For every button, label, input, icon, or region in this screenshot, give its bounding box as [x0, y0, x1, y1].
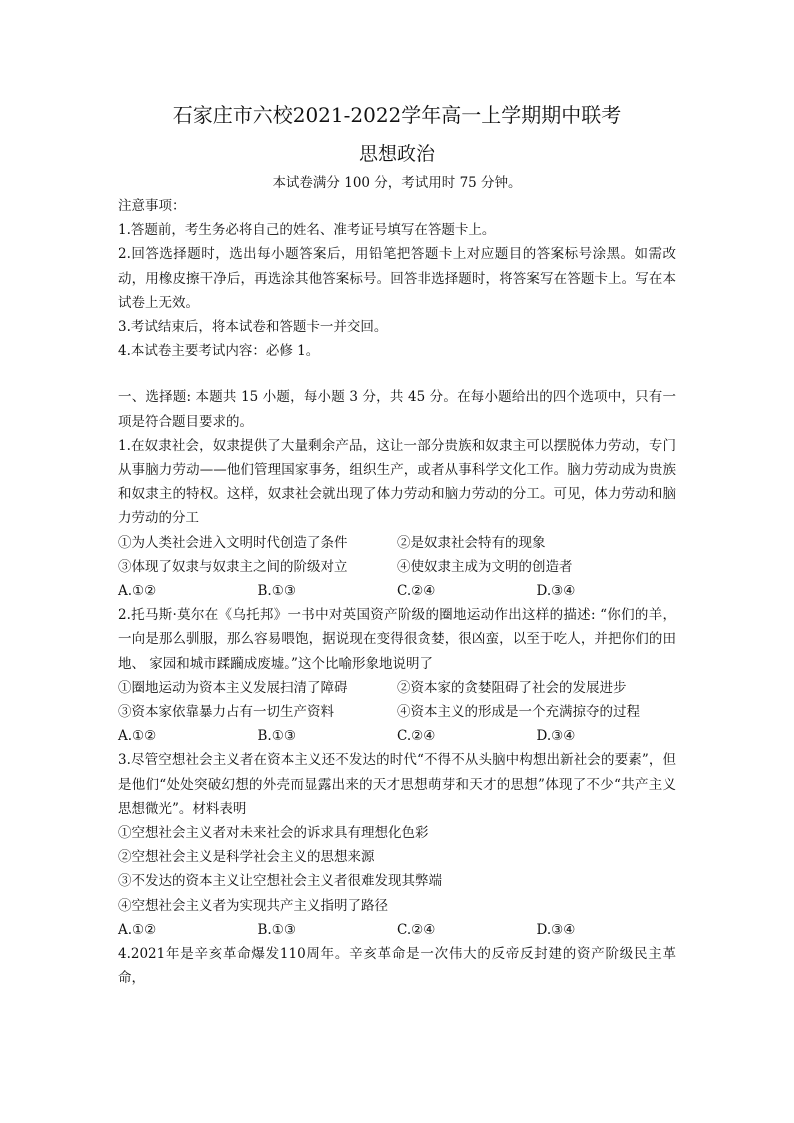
statement-row — [118, 555, 676, 579]
option-row — [118, 579, 676, 603]
option-b: B.①③ — [257, 728, 296, 745]
option-c: C.②④ — [397, 728, 436, 745]
statement: ①圈地运动为资本主义发展扫清了障碍 — [118, 679, 348, 696]
question-stem: 4.2021年是辛亥革命爆发110周年。辛亥革命是一次伟大的反帝反封建的资产阶级民主革命， — [118, 946, 676, 987]
note-item: 3.考试结束后，将本试卷和答题卡一并交回。 — [118, 319, 388, 336]
exam-page — [118, 100, 676, 991]
option-a: A.①② — [118, 921, 157, 938]
option-b: B.①③ — [257, 921, 296, 938]
section-intro: 一、选择题: 本题共 15 小题，每小题 3 分，共 45 分。在每小题给出的四个选项中，只有一项是符合题目要求的。 — [118, 389, 676, 430]
statement: ③不发达的资本主义让空想社会主义者很难发现其弊端 — [118, 873, 442, 890]
note-item: 1.答题前，考生务必将自己的姓名、准考证号填写在答题卡上。 — [118, 222, 496, 239]
question-2 — [118, 603, 676, 748]
option-b: B.①③ — [257, 583, 296, 600]
question-4 — [118, 942, 676, 990]
notes-heading: 注意事项： — [118, 198, 186, 214]
option-c: C.②④ — [397, 583, 436, 600]
statement: ②空想社会主义是科学社会主义的思想来源 — [118, 849, 375, 866]
exam-meta: 本试卷满分 100 分，考试用时 75 分钟。 — [272, 175, 522, 191]
option-a: A.①② — [118, 728, 157, 745]
statement: ④空想社会主义者为实现共产主义指明了路径 — [118, 897, 388, 914]
option-row — [118, 724, 676, 748]
statement: ②资本家的贪婪阻碍了社会的发展进步 — [397, 679, 627, 696]
option-c: C.②④ — [397, 921, 436, 938]
exam-subject: 思想政治 — [358, 143, 435, 165]
question-3 — [118, 748, 676, 942]
notes-section — [118, 194, 676, 363]
exam-title: 石家庄市六校2021-2022学年高一上学期期中联考 — [172, 103, 622, 127]
question-stem: 2.托马斯·莫尔在《乌托邦》一书中对英国资产阶级的圈地运动作出这样的描述: “你们的羊，一向是那么驯服，那么容易喂饱，据说现在变得很贪婪，很凶蛮，以至于吃人，并把你们的田地、 家园和城市蹂躏成废墟。”这个比喻形象地说明了 — [118, 607, 676, 672]
statement-row — [118, 700, 676, 724]
statement-row — [118, 531, 676, 555]
statement: ③资本家依靠暴力占有一切生产资料 — [118, 704, 334, 721]
statement-row — [118, 676, 676, 700]
statement: ④使奴隶主成为文明的创造者 — [397, 558, 573, 575]
option-row — [118, 918, 676, 942]
question-stem: 1.在奴隶社会，奴隶提供了大量剩余产品，这让一部分贵族和奴隶主可以摆脱体力劳动，专门从事脑力劳动——他们管理国家事务，组织生产，或者从事科学文化工作。脑力劳动成为贵族和奴隶主的特权。这样，奴隶社会就出现了体力劳动和脑力劳动的分工。可见，体力劳动和脑力劳动的分工 — [118, 437, 676, 527]
statement: ④资本主义的形成是一个充满掠夺的过程 — [397, 704, 640, 721]
statement: ①为人类社会进入文明时代创造了条件 — [118, 534, 348, 551]
option-d: D.③④ — [536, 583, 576, 600]
note-item: 2.回答选择题时，选出每小题答案后，用铅笔把答题卡上对应题目的答案标号涂黑。如需改动，用橡皮擦干净后，再选涂其他答案标号。回答非选择题时，将答案写在答题卡上。写在本试卷上无效。 — [118, 246, 676, 311]
question-1 — [118, 434, 676, 603]
statement: ①空想社会主义者对未来社会的诉求具有理想化色彩 — [118, 825, 429, 842]
option-d: D.③④ — [536, 728, 576, 745]
option-a: A.①② — [118, 583, 157, 600]
note-item: 4.本试卷主要考试内容：必修 1。 — [118, 343, 320, 360]
statement: ③体现了奴隶与奴隶主之间的阶级对立 — [118, 558, 348, 575]
question-stem: 3.尽管空想社会主义者在资本主义还不发达的时代“不得不从头脑中构想出新社会的要素”，但是他们“处处突破幻想的外壳而显露出来的天才思想萌芽和天才的思想”体现了不少“共产主义思想微光”。材料表明 — [118, 752, 676, 817]
statement: ②是奴隶社会特有的现象 — [397, 534, 546, 551]
option-d: D.③④ — [536, 921, 576, 938]
